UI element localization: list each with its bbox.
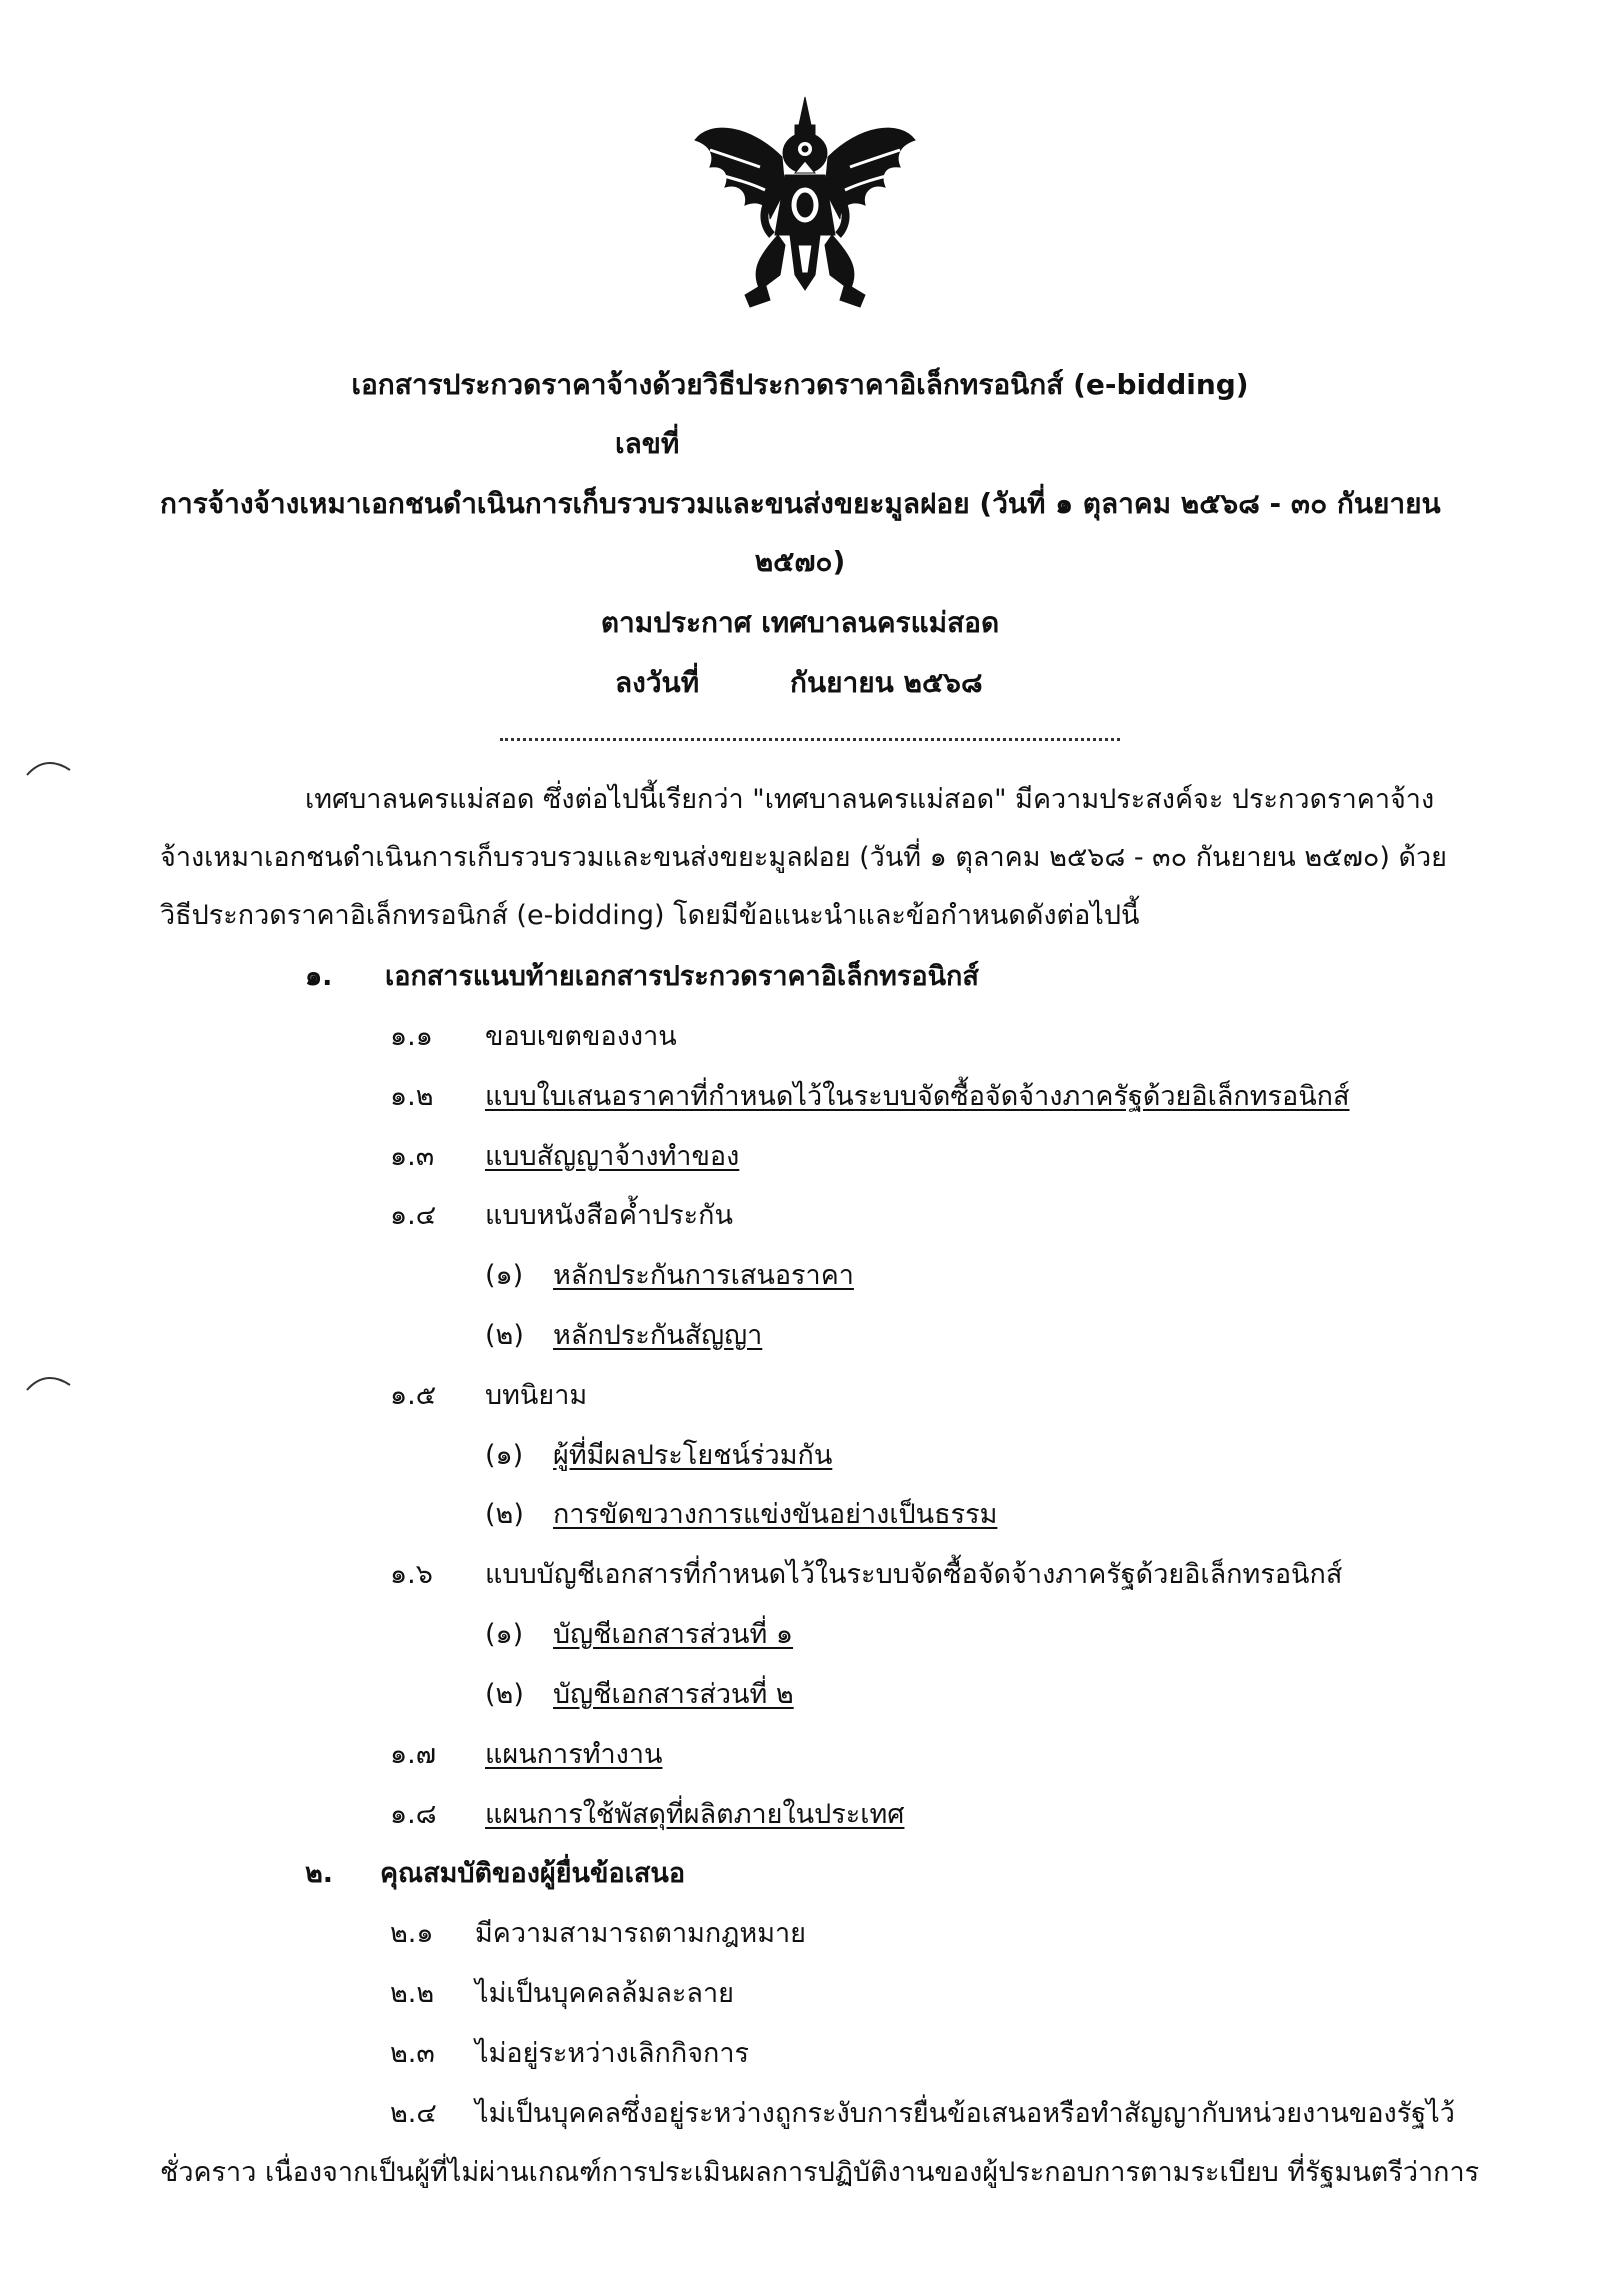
item-1-5-1-number: (๑)	[485, 1440, 524, 1471]
item-1-6-2-link[interactable]: บัญชีเอกสารส่วนที่ ๒	[553, 1679, 794, 1710]
dotted-separator	[500, 738, 1120, 741]
item-1-7-link[interactable]: แผนการทำงาน	[485, 1739, 663, 1770]
item-1-1-number: ๑.๑	[390, 1021, 433, 1052]
date-value: กันยายน ๒๕๖๘	[790, 666, 983, 699]
item-1-7-number: ๑.๗	[390, 1739, 437, 1770]
intro-line-3: วิธีประกวดราคาอิเล็กทรอนิกส์ (e-bidding) โดยมีข้อแนะนำและข้อกำหนดดังต่อไปนี้	[160, 900, 1140, 931]
document-title: เอกสารประกวดราคาจ้างด้วยวิธีประกวดราคาอิเล็กทรอนิกส์ (e-bidding)	[351, 368, 1249, 401]
item-1-4-1-number: (๑)	[485, 1260, 524, 1291]
scan-mark-icon	[25, 1370, 75, 1400]
item-1-5-number: ๑.๕	[390, 1380, 437, 1411]
item-1-6-2-number: (๒)	[485, 1679, 524, 1710]
intro-line-2: จ้างเหมาเอกชนดำเนินการเก็บรวบรวมและขนส่งขยะมูลฝอย (วันที่ ๑ ตุลาคม ๒๕๖๘ - ๓๐ กันยายน ๒๕๗๐) ด้วย	[160, 842, 1447, 873]
date-label: ลงวันที่	[615, 666, 700, 699]
section-2-title: คุณสมบัติของผู้ยื่นข้อเสนอ	[380, 1858, 686, 1889]
item-2-2-number: ๒.๒	[390, 1978, 435, 2009]
item-2-4-continuation: ชั่วคราว เนื่องจากเป็นผู้ที่ไม่ผ่านเกณฑ์การประเมินผลการปฏิบัติงานของผู้ประกอบการตามระเบียบ ที่รัฐมนตรีว่าการ	[160, 2157, 1480, 2188]
item-2-3-number: ๒.๓	[390, 2038, 435, 2069]
item-1-1-text: ขอบเขตของงาน	[485, 1021, 677, 1052]
scan-mark-icon	[25, 755, 75, 785]
item-1-8-number: ๑.๘	[390, 1799, 437, 1830]
item-2-4-text: ไม่เป็นบุคคลซึ่งอยู่ระหว่างถูกระงับการยื่นข้อเสนอหรือทำสัญญากับหน่วยงานของรัฐไว้	[475, 2098, 1455, 2129]
intro-line-1: เทศบาลนครแม่สอด ซึ่งต่อไปนี้เรียกว่า "เทศบาลนครแม่สอด" มีความประสงค์จะ ประกวดราคาจ้าง	[305, 784, 1435, 815]
document-number-label: เลขที่	[615, 427, 680, 460]
item-1-6-number: ๑.๖	[390, 1559, 433, 1590]
item-2-4-number: ๒.๔	[390, 2098, 437, 2129]
item-1-4-2-link[interactable]: หลักประกันสัญญา	[553, 1320, 763, 1351]
item-1-4-number: ๑.๔	[390, 1200, 437, 1231]
item-1-6-1-number: (๑)	[485, 1619, 524, 1650]
item-1-2-link[interactable]: แบบใบเสนอราคาที่กำหนดไว้ในระบบจัดซื้อจัดจ้างภาครัฐด้วยอิเล็กทรอนิกส์	[485, 1081, 1350, 1112]
item-1-4-2-number: (๒)	[485, 1320, 524, 1351]
item-1-4-text: แบบหนังสือค้ำประกัน	[485, 1200, 733, 1231]
item-1-5-2-number: (๒)	[485, 1499, 524, 1530]
item-1-6-text: แบบบัญชีเอกสารที่กำหนดไว้ในระบบจัดซื้อจัดจ้างภาครัฐด้วยอิเล็กทรอนิกส์	[485, 1559, 1343, 1590]
section-2-number: ๒.	[305, 1858, 334, 1889]
item-2-1-number: ๒.๑	[390, 1918, 434, 1949]
project-title-line-1: การจ้างจ้างเหมาเอกชนดำเนินการเก็บรวบรวมและขนส่งขยะมูลฝอย (วันที่ ๑ ตุลาคม ๒๕๖๘ - ๓๐ กันยายน	[160, 487, 1441, 520]
item-2-3-text: ไม่อยู่ระหว่างเลิกกิจการ	[475, 2038, 750, 2069]
section-1-title: เอกสารแนบท้ายเอกสารประกวดราคาอิเล็กทรอนิกส์	[385, 961, 979, 992]
announcement-line: ตามประกาศ เทศบาลนครแม่สอด	[600, 606, 1000, 639]
item-1-5-2-link[interactable]: การขัดขวางการแข่งขันอย่างเป็นธรรม	[553, 1499, 998, 1530]
garuda-emblem-icon	[690, 95, 920, 310]
item-1-2-number: ๑.๒	[390, 1081, 434, 1112]
item-1-5-text: บทนิยาม	[485, 1380, 588, 1411]
item-1-3-number: ๑.๓	[390, 1141, 435, 1172]
item-1-5-1-link[interactable]: ผู้ที่มีผลประโยชน์ร่วมกัน	[553, 1440, 833, 1471]
project-title-line-2: ๒๕๗๐)	[754, 545, 846, 578]
item-2-1-text: มีความสามารถตามกฎหมาย	[475, 1918, 806, 1949]
section-1-number: ๑.	[305, 961, 333, 992]
item-1-4-1-link[interactable]: หลักประกันการเสนอราคา	[553, 1260, 854, 1291]
item-1-3-link[interactable]: แบบสัญญาจ้างทำของ	[485, 1141, 740, 1172]
item-1-8-link[interactable]: แผนการใช้พัสดุที่ผลิตภายในประเทศ	[485, 1799, 905, 1830]
item-1-6-1-link[interactable]: บัญชีเอกสารส่วนที่ ๑	[553, 1619, 794, 1650]
item-2-2-text: ไม่เป็นบุคคลล้มละลาย	[475, 1978, 734, 2009]
